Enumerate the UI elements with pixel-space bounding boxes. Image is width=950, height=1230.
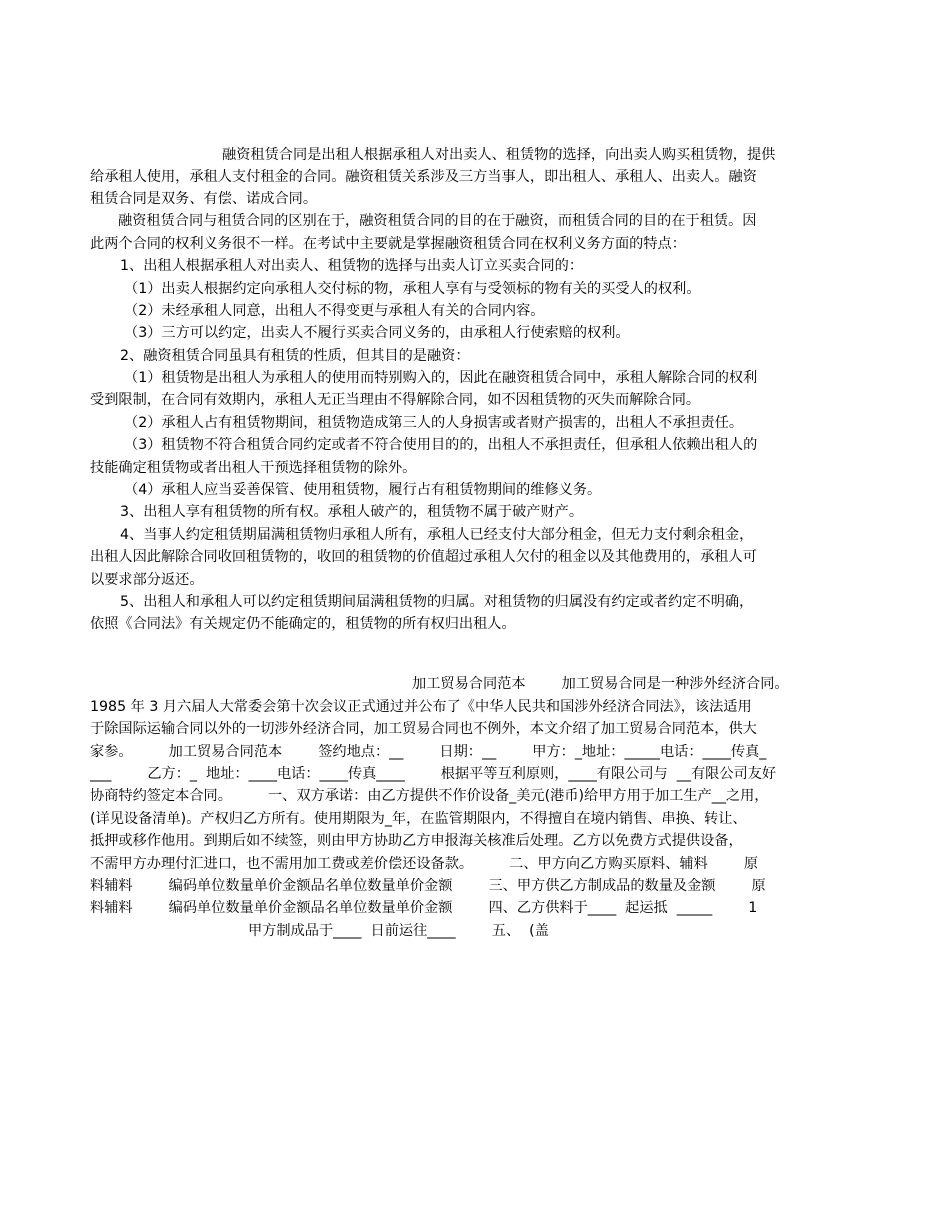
paragraph-line: 家参。 加工贸易合同范本 签约地点：__ 日期：__ 甲方：_地址：_____电话：____传真_ <box>90 744 767 760</box>
list-item-3: 3、出租人享有租赁物的所有权。承租人破产的，租赁物不属于破产财产。 <box>120 504 584 520</box>
paragraph-line: 抵押或移作他用。到期后如不续签，则由甲方协助乙方申报海关核准后处理。乙方以免费方式提供设备， <box>90 833 743 849</box>
sub-item: （3）租赁物不符合租赁合同约定或者不符合使用目的的，出租人不承担责任，但承租人依赖出租人的 <box>124 437 758 453</box>
paragraph-line: 依照《合同法》有关规定仍不能确定的，租赁物的所有权归出租人。 <box>90 616 516 632</box>
list-item-4: 4、当事人约定租赁期届满租赁物归承租人所有，承租人已经支付大部分租金，但无力支付剩余租金， <box>120 527 754 543</box>
list-item-2: 2、融资租赁合同虽具有租赁的性质，但其目的是融资： <box>120 348 470 364</box>
paragraph-line: 1985 年 3 月六届人大常委会第十次会议正式通过并公布了《中华人民共和国涉外经济合同法》，该法适用 <box>90 699 752 715</box>
paragraph-line: 料辅料 编码单位数量单价金额品名单位数量单价金额 三、甲方供乙方制成品的数量及金额 原 <box>90 878 766 894</box>
paragraph-line: 融资租赁合同是出租人根据承租人对出卖人、租赁物的选择，向出卖人购买租赁物，提供 <box>222 147 776 163</box>
list-item-1: 1、出租人根据承租人对出卖人、租赁物的选择与出卖人订立买卖合同的： <box>120 258 584 274</box>
paragraph-line: 协商特约签定本合同。 一、双方承诺：由乙方提供不作价设备_美元(港币)给甲方用于加工生产__之用， <box>90 788 769 804</box>
sub-item: （3）三方可以约定，出卖人不履行买卖合同义务的，由承租人行使索赔的权利。 <box>124 325 630 341</box>
paragraph-line: 甲方制成品于____ 日前运往____ 五、 (盖 <box>248 923 549 939</box>
paragraph-line: 不需甲方办理付汇进口，也不需用加工费或差价偿还设备款。 二、甲方向乙方购买原料、辅料 原 <box>90 856 759 872</box>
sub-item: （2）未经承租人同意，出租人不得变更与承租人有关的合同内容。 <box>124 303 545 319</box>
paragraph-line: 给承租人使用，承租人支付租金的合同。融资租赁关系涉及三方当事人，即出租人、承租人、出卖人。融资 <box>90 169 757 185</box>
paragraph-line: 技能确定租赁物或者出租人干预选择租赁物的除外。 <box>90 460 417 476</box>
list-item-5: 5、出租人和承租人可以约定租赁期间届满租赁物的归属。对租赁物的归属没有约定或者约定不明确， <box>120 594 754 610</box>
paragraph-line: 以要求部分返还。 <box>90 572 204 588</box>
paragraph-line: 此两个合同的权利义务很不一样。在考试中主要就是掌握融资租赁合同在权利义务方面的特点： <box>90 236 686 252</box>
section-title-line: 加工贸易合同范本 加工贸易合同是一种涉外经济合同。 <box>412 676 789 692</box>
sub-item: （1）租赁物是出租人为承租人的使用而特别购入的，因此在融资租赁合同中，承租人解除合同的权利 <box>124 370 758 386</box>
paragraph-line: 出租人因此解除合同收回租赁物的，收回的租赁物的价值超过承租人欠付的租金以及其他费用的，承租人可 <box>90 549 757 565</box>
paragraph-line: ___ 乙方：_ 地址：____电话：____传真____ 根据平等互利原则，____有限公司与 __有限公司友好 <box>90 766 777 782</box>
paragraph-line: 融资租赁合同与租赁合同的区别在于，融资租赁合同的目的在于融资，而租赁合同的目的在于租赁。因 <box>118 213 757 229</box>
sub-item: （1）出卖人根据约定向承租人交付标的物，承租人享有与受领标的物有关的买受人的权利。 <box>124 281 701 297</box>
paragraph-line: 料辅料 编码单位数量单价金额品名单位数量单价金额 四、乙方供料于____ 起运抵 _____ 1 <box>90 900 758 916</box>
paragraph-line: 受到限制，在合同有效期内，承租人无正当理由不得解除合同，如不因租赁物的灭失而解除合同。 <box>90 392 701 408</box>
paragraph-line: (详见设备清单)。产权归乙方所有。使用期限为_年，在监管期限内，不得擅自在境内销售、串换、转让、 <box>90 811 747 827</box>
sub-item: （2）承租人占有租赁物期间，租赁物造成第三人的人身损害或者财产损害的，出租人不承担责任。 <box>124 415 744 431</box>
paragraph-line: 租赁合同是双务、有偿、诺成合同。 <box>90 191 318 207</box>
sub-item: （4）承租人应当妥善保管、使用租赁物，履行占有租赁物期间的维修义务。 <box>124 482 602 498</box>
paragraph-line: 于除国际运输合同以外的一切涉外经济合同，加工贸易合同也不例外，本文介绍了加工贸易合同范本，供大 <box>90 721 757 737</box>
